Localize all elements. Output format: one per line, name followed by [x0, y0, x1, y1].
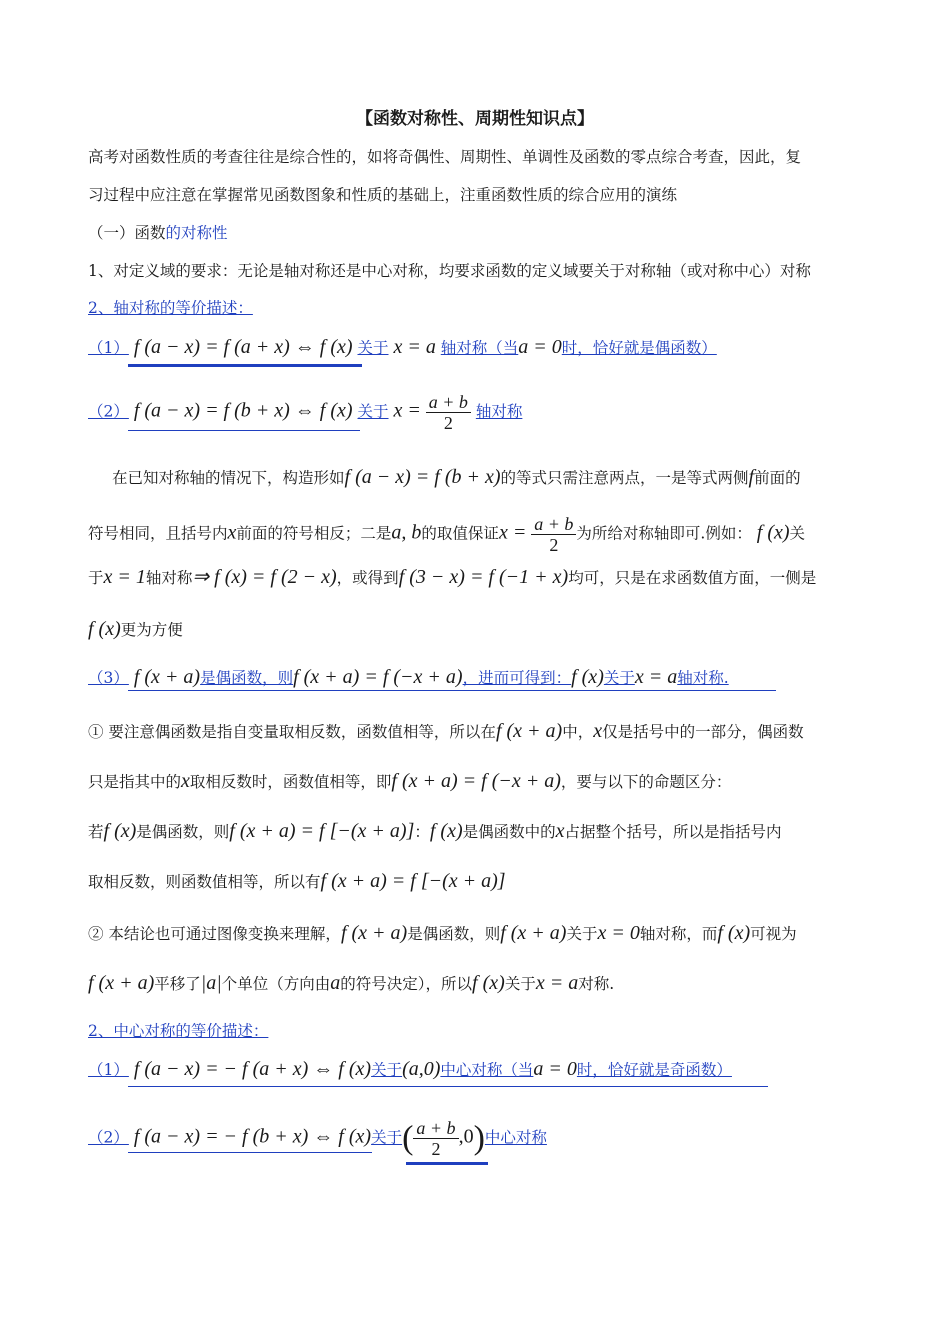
center-point-underline [406, 1162, 488, 1165]
paragraph-line-1: 在已知对称轴的情况下，构造形如f (a − x) = f (b + x)的等式只需注意两点，一是等式两侧f前面的 [112, 466, 801, 488]
note-1-line-2: 只是指其中的x取相反数时，函数值相等，即f (x + a) = f (−x + a)，要与以下的命题区分： [88, 770, 732, 792]
fraction-a-plus-b-over-2: $\frac{a + b}{2}$ [426, 392, 471, 433]
note-1-line-1: ① 要注意偶函数是指自变量取相反数，函数值相等，所以在f (x + a)中，x仅是括号中的一部分，偶函数 [88, 720, 804, 742]
paragraph-line-3: 于x = 1轴对称⇒ f (x) = f (2 − x)，或得到f (3 − x) = f (−1 + x)均可，只是在求函数值方面，一侧是 [88, 566, 817, 588]
right-paren: ) [473, 1119, 485, 1157]
formula-3-underline [128, 690, 776, 691]
note-1-line-4: 取相反数，则函数值相等，所以有f (x + a) = f [−(x + a)] [88, 870, 506, 892]
formula-2-underline [128, 430, 360, 431]
left-paren: ( [402, 1119, 414, 1157]
paragraph-line-4: f (x)更为方便 [88, 618, 183, 640]
note-2-line-1: ② 本结论也可通过图像变换来理解，f (x + a)是偶函数，则f (x + a)关于x = 0轴对称，而f (x)可视为 [88, 922, 797, 944]
axis-symmetry-heading: 2、轴对称的等价描述： [88, 299, 253, 317]
note-1-line-3: 若f (x)是偶函数，则f (x + a) = f [−(x + a)]：f (x)是偶函数中的x占据整个括号，所以是指括号内 [88, 820, 782, 842]
axis-formula-3: （3） f (x + a)是偶函数，则f (x + a) = f (−x + a)，进而可得到：f (x)关于x = a轴对称. [88, 666, 729, 688]
section-1-label: （一）函数的对称性 [88, 224, 228, 242]
center-formula-2: （2） f (a − x) = − f (b + x) ⇔ f (x)关于( $\frac{a + b}{2}$ ,0)中心对称 [88, 1118, 547, 1159]
item-1-domain: 1、对定义域的要求：无论是轴对称还是中心对称，均要求函数的定义域要关于对称轴（或对称中心）对称 [88, 262, 811, 280]
fraction-inline: $\frac{a + b}{2}$ [531, 514, 576, 555]
formula-1-underline [128, 364, 362, 367]
center-fraction: $\frac{a + b}{2}$ [413, 1118, 458, 1159]
intro-line-2: 习过程中应注意在掌握常见函数图象和性质的基础上，注重函数性质的综合应用的演练 [88, 186, 678, 204]
center-formula-1-underline [128, 1086, 768, 1087]
intro-line-1: 高考对函数性质的考查往往是综合性的，如将奇偶性、周期性、单调性及函数的零点综合考查，因此，复 [88, 148, 802, 166]
center-symmetry-heading: 2、中心对称的等价描述： [88, 1022, 269, 1040]
center-formula-1: （1） f (a − x) = − f (a + x) ⇔ f (x)关于(a,0)中心对称（当a = 0时，恰好就是奇函数） [88, 1058, 732, 1080]
axis-formula-1: （1） f (a − x) = f (a + x) ⇔ f (x) 关于 x = a 轴对称（当a = 0时，恰好就是偶函数） [88, 336, 717, 358]
note-2-line-2: f (x + a)平移了|a|个单位（方向由a的符号决定），所以f (x)关于x = a对称. [88, 972, 615, 994]
center-formula-2-underline [128, 1152, 372, 1153]
axis-formula-2: （2） f (a − x) = f (b + x) ⇔ f (x) 关于 x = $\frac{a + b}{2}$ 轴对称 [88, 392, 523, 433]
page-title: 【函数对称性、周期性知识点】 [356, 109, 594, 129]
paragraph-line-2: 符号相同，且括号内x前面的符号相反；二是a, b的取值保证x = $\frac{a + b}{2}$ 为所给对称轴即可.例如： f (x)关 [88, 514, 806, 555]
